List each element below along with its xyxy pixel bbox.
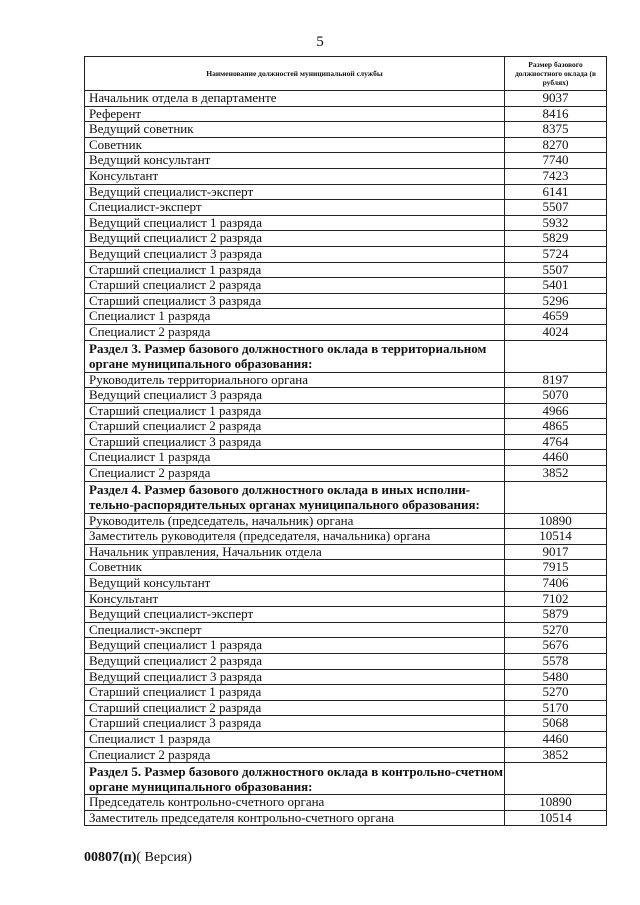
salary-value: 7740 [505, 153, 607, 169]
position-name: Начальник управления, Начальник отдела [85, 544, 505, 560]
table-row [85, 513, 607, 529]
salary-value: 5932 [505, 215, 607, 231]
position-name: Ведущий советник [85, 122, 505, 138]
table-row [85, 795, 607, 811]
position-name: Ведущий специалист-эксперт [85, 607, 505, 623]
salary-value: 10890 [505, 795, 607, 811]
salary-value: 5507 [505, 262, 607, 278]
table-row [85, 309, 607, 325]
table-row [85, 466, 607, 482]
position-name: Консультант [85, 168, 505, 184]
position-name: Специалист 2 разряда [85, 466, 505, 482]
position-name: Руководитель территориального органа [85, 372, 505, 388]
table-row [85, 184, 607, 200]
position-name: Ведущий специалист 2 разряда [85, 654, 505, 670]
salary-value: 4865 [505, 419, 607, 435]
salary-value: 5401 [505, 278, 607, 294]
table-row [85, 685, 607, 701]
salary-value: 5296 [505, 293, 607, 309]
position-name: Ведущий специалист 3 разряда [85, 388, 505, 404]
salary-value [505, 340, 607, 372]
table-row [85, 731, 607, 747]
salary-table [84, 56, 607, 826]
table-row [85, 231, 607, 247]
table-row [85, 324, 607, 340]
salary-value [505, 763, 607, 795]
salary-value: 7423 [505, 168, 607, 184]
salary-value: 10890 [505, 513, 607, 529]
document-footer [84, 850, 192, 866]
section-heading-row [85, 340, 607, 372]
salary-value: 7406 [505, 576, 607, 592]
position-name: Специалист-эксперт [85, 200, 505, 216]
table-row [85, 560, 607, 576]
table-row [85, 153, 607, 169]
section-heading-row [85, 481, 607, 513]
salary-value: 8270 [505, 137, 607, 153]
position-name: Ведущий специалист 1 разряда [85, 215, 505, 231]
salary-value: 7102 [505, 591, 607, 607]
salary-value: 5270 [505, 685, 607, 701]
table-row [85, 419, 607, 435]
table-row [85, 450, 607, 466]
position-name: Старший специалист 3 разряда [85, 716, 505, 732]
section-title: Раздел 3. Размер базового должностного оклада в территориальном органе муниципального образования: [85, 340, 505, 372]
salary-value: 9037 [505, 91, 607, 107]
table-row [85, 262, 607, 278]
salary-value: 5170 [505, 700, 607, 716]
position-name: Специалист 2 разряда [85, 324, 505, 340]
salary-value: 5578 [505, 654, 607, 670]
position-name: Заместитель руководителя (председателя, начальника) органа [85, 529, 505, 545]
table-row [85, 200, 607, 216]
salary-value: 8416 [505, 106, 607, 122]
table-row [85, 434, 607, 450]
table-row [85, 810, 607, 826]
position-name: Специалист 1 разряда [85, 450, 505, 466]
table-row [85, 700, 607, 716]
salary-value [505, 481, 607, 513]
salary-value: 5480 [505, 669, 607, 685]
table-row [85, 669, 607, 685]
table-row [85, 591, 607, 607]
section-heading-row [85, 763, 607, 795]
table-row [85, 215, 607, 231]
column-header-position: Наименование должностей муниципальной службы [85, 57, 505, 91]
position-name: Ведущий специалист 2 разряда [85, 231, 505, 247]
position-name: Ведущий консультант [85, 576, 505, 592]
position-name: Ведущий специалист 3 разряда [85, 246, 505, 262]
salary-value: 4659 [505, 309, 607, 325]
position-name: Старший специалист 2 разряда [85, 419, 505, 435]
position-name: Референт [85, 106, 505, 122]
table-row [85, 654, 607, 670]
table-row [85, 372, 607, 388]
position-name: Старший специалист 2 разряда [85, 700, 505, 716]
position-name: Ведущий специалист-эксперт [85, 184, 505, 200]
document-code: 00807(п) [84, 850, 137, 865]
position-name: Старший специалист 3 разряда [85, 434, 505, 450]
table-row [85, 638, 607, 654]
table-row [85, 122, 607, 138]
position-name: Начальник отдела в департаменте [85, 91, 505, 107]
table-row [85, 388, 607, 404]
table-row [85, 278, 607, 294]
section-title: Раздел 4. Размер базового должностного оклада в иных исполни-тельно-распорядительных органах муниципального образования: [85, 481, 505, 513]
position-name: Председатель контрольно-счетного органа [85, 795, 505, 811]
table-row [85, 747, 607, 763]
salary-value: 3852 [505, 747, 607, 763]
salary-value: 5724 [505, 246, 607, 262]
salary-value: 4024 [505, 324, 607, 340]
position-name: Ведущий специалист 1 разряда [85, 638, 505, 654]
salary-value: 5068 [505, 716, 607, 732]
salary-value: 10514 [505, 529, 607, 545]
salary-value: 5676 [505, 638, 607, 654]
table-row [85, 607, 607, 623]
salary-value: 10514 [505, 810, 607, 826]
table-body [85, 91, 607, 826]
position-name: Ведущий консультант [85, 153, 505, 169]
salary-value: 6141 [505, 184, 607, 200]
table-row [85, 622, 607, 638]
table-row [85, 403, 607, 419]
column-header-salary: Размер базового должностного оклада (в рублях) [505, 57, 607, 91]
salary-value: 5070 [505, 388, 607, 404]
position-name: Специалист 1 разряда [85, 309, 505, 325]
table-row [85, 246, 607, 262]
table-row [85, 544, 607, 560]
salary-value: 8197 [505, 372, 607, 388]
position-name: Ведущий специалист 3 разряда [85, 669, 505, 685]
position-name: Заместитель председателя контрольно-счетного органа [85, 810, 505, 826]
table-row [85, 91, 607, 107]
table-header-row [85, 57, 607, 91]
position-name: Специалист 2 разряда [85, 747, 505, 763]
salary-value: 4764 [505, 434, 607, 450]
salary-value: 7915 [505, 560, 607, 576]
position-name: Старший специалист 1 разряда [85, 685, 505, 701]
position-name: Советник [85, 137, 505, 153]
position-name: Старший специалист 3 разряда [85, 293, 505, 309]
table-row [85, 137, 607, 153]
salary-value: 8375 [505, 122, 607, 138]
position-name: Старший специалист 1 разряда [85, 262, 505, 278]
table-row [85, 106, 607, 122]
salary-value: 4966 [505, 403, 607, 419]
table-row [85, 529, 607, 545]
salary-value: 5270 [505, 622, 607, 638]
salary-value: 9017 [505, 544, 607, 560]
salary-value: 5829 [505, 231, 607, 247]
position-name: Специалист 1 разряда [85, 731, 505, 747]
document-version: ( Версия) [136, 850, 192, 865]
page-number: 5 [316, 34, 324, 50]
salary-value: 5879 [505, 607, 607, 623]
table-row [85, 576, 607, 592]
table-row [85, 716, 607, 732]
position-name: Специалист-эксперт [85, 622, 505, 638]
position-name: Советник [85, 560, 505, 576]
position-name: Руководитель (председатель, начальник) органа [85, 513, 505, 529]
salary-value: 4460 [505, 731, 607, 747]
salary-value: 4460 [505, 450, 607, 466]
salary-value: 5507 [505, 200, 607, 216]
position-name: Старший специалист 2 разряда [85, 278, 505, 294]
table-row [85, 293, 607, 309]
salary-value: 3852 [505, 466, 607, 482]
section-title: Раздел 5. Размер базового должностного оклада в контрольно-счетном органе муниципального образования: [85, 763, 505, 795]
position-name: Старший специалист 1 разряда [85, 403, 505, 419]
table-row [85, 168, 607, 184]
position-name: Консультант [85, 591, 505, 607]
